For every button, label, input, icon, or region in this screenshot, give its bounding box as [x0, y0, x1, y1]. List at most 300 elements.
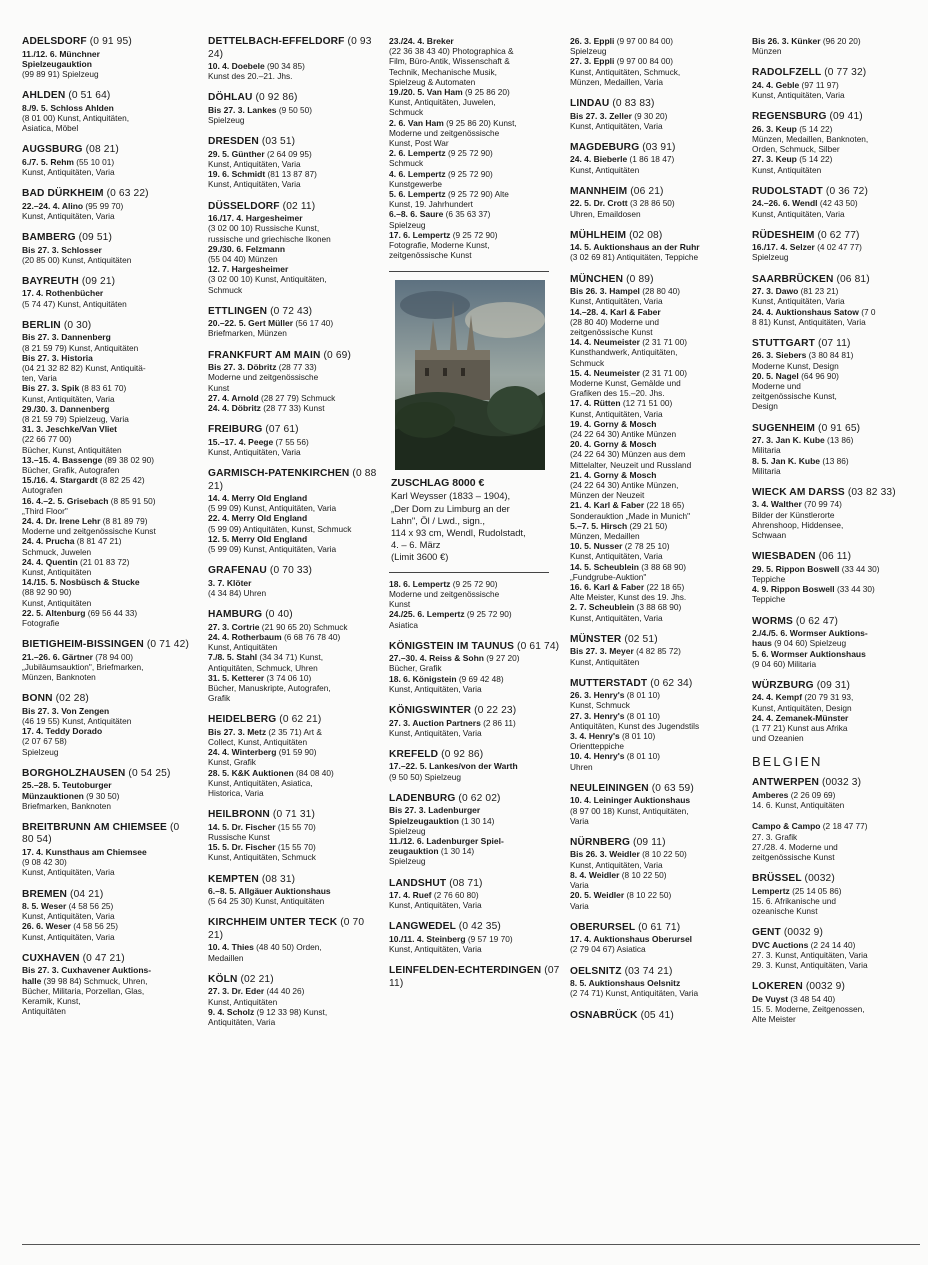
listing-detail: (2 86 11) — [480, 717, 516, 728]
auction-date-house: Lempertz — [752, 885, 790, 896]
city-name: ADELSDORF — [22, 36, 87, 47]
listing-detail: Kunst, Antiquitäten — [22, 597, 92, 608]
city-heading — [752, 777, 922, 790]
area-code: (0 62 77) — [817, 229, 860, 241]
listing-line — [208, 727, 380, 737]
listing-detail: Kunst, Antiquitäten, Varia — [752, 208, 845, 219]
auction-date-house: Bis 27. 3. Von Zengen — [22, 705, 110, 716]
listing-detail: (2 64 09 95) — [264, 148, 312, 159]
area-code: (05 41) — [640, 1009, 674, 1021]
listing-detail: Kunst, Antiquitäten — [22, 567, 92, 578]
listing-line — [570, 470, 746, 480]
listing-line — [570, 209, 746, 219]
listing-detail: 15. 5. Moderne, Zeitgenossen, — [752, 1004, 865, 1015]
listing-line — [389, 826, 564, 836]
listing-detail: (9 57 19 70) — [465, 933, 513, 944]
listing-detail: 14. 6. Kunst, Antiquitäten — [752, 800, 845, 811]
listing-line — [752, 790, 922, 800]
listing-line — [570, 592, 746, 602]
city-heading — [752, 230, 922, 243]
listing-line — [752, 906, 922, 916]
listing-line — [22, 516, 192, 526]
listing-line — [389, 761, 564, 771]
auction-date-house: 24. 4. Winterberg — [208, 747, 277, 758]
listing-detail: Antiquitäten — [22, 1006, 66, 1017]
listing-line — [22, 201, 192, 211]
city-entry — [208, 306, 380, 339]
listing-detail: (4 58 56 25) — [71, 921, 119, 932]
listing-detail: (7 55 56) — [273, 436, 309, 447]
listing-line — [389, 77, 564, 87]
city-entry — [208, 874, 380, 907]
listing-line — [208, 503, 380, 513]
listing-detail: Kunst, Antiquitäten, Varia — [22, 867, 115, 878]
listing-detail: (5 99 09) Antiquitäten, Kunst, Schmuck — [208, 523, 352, 534]
listing-line — [208, 778, 380, 788]
listing-detail: (2 79 04 67) Asiatica — [570, 944, 646, 955]
auction-date-house: 24. 4. Prucha — [22, 536, 75, 547]
auction-date-house: 21.–26. 6. Gärtner — [22, 651, 93, 662]
city-heading — [208, 565, 380, 578]
listing-line — [22, 1006, 192, 1016]
listing-detail: Alte Meister — [752, 1014, 796, 1025]
listing-detail: Schmuck — [389, 107, 424, 118]
listing-detail: (8 01 10) — [624, 710, 660, 721]
listing-detail: (8 01 10) — [624, 690, 660, 701]
auction-date-house: 17. 4. Kunsthaus am Chiemsee — [22, 846, 147, 857]
city-entry — [570, 142, 746, 175]
city-name: MÜHLHEIM — [570, 229, 627, 241]
listing-detail: (04 21 32 82 82) Kunst, Antiquitä- — [22, 362, 146, 373]
city-entry — [208, 424, 380, 457]
city-name: AHLDEN — [22, 90, 66, 102]
listing-line — [570, 429, 746, 439]
listing-detail: und Ozeanien — [752, 733, 804, 744]
listing-line — [22, 857, 192, 867]
auction-date-house: 22. 5. Dr. Crott — [570, 198, 628, 209]
listing-detail: (70 99 74) — [801, 499, 842, 510]
listing-detail: Medaillen — [208, 952, 244, 963]
city-entry — [22, 36, 192, 79]
listing-detail: (5 14 22) — [796, 123, 833, 134]
listing-detail: 29. 3. Kunst, Antiquitäten, Varia — [752, 960, 868, 971]
listing-detail: Moderne und zeitgenössische — [208, 372, 319, 383]
city-entry — [570, 922, 746, 955]
auction-date-house: 14. 5. Scheublein — [570, 561, 639, 572]
city-name: GARMISCH-PATENKIRCHEN — [208, 468, 350, 480]
listing-line — [22, 965, 192, 975]
listing-line — [22, 921, 192, 931]
listing-detail: (28 80 40) Moderne und — [570, 316, 660, 327]
listing-detail: (9 25 72 90) Alte — [445, 189, 509, 200]
city-name: KÖLN — [208, 973, 238, 985]
listing-line — [208, 832, 380, 842]
auction-date-house: 27. 3. Jan K. Kube — [752, 435, 825, 446]
auction-date-house: 3. 4. Henry's — [570, 731, 620, 742]
city-entry — [389, 641, 564, 694]
city-heading — [570, 783, 746, 796]
city-entry — [389, 36, 564, 260]
listing-line — [570, 880, 746, 890]
city-name: MAGDEBURG — [570, 141, 640, 153]
city-heading — [389, 641, 564, 654]
listing-detail: (8 01 00) Kunst, Antiquitäten, — [22, 112, 130, 123]
city-entry — [752, 981, 922, 1024]
listing-detail: (5 74 47) Kunst, Antiquitäten — [22, 298, 127, 309]
area-code: (0 62 47) — [795, 615, 839, 627]
listing-line — [752, 649, 922, 659]
column-2 — [208, 36, 380, 1038]
listing-line — [570, 602, 746, 612]
listing-detail: Militaria — [752, 465, 781, 476]
city-heading — [570, 98, 746, 111]
feature-caption-line: 4. – 6. März — [391, 539, 441, 551]
city-heading — [389, 705, 564, 718]
listing-line — [208, 652, 380, 662]
area-code: (0 89) — [626, 273, 654, 285]
listing-detail: Grafiken des 15.–20. Jhs. — [570, 388, 665, 399]
city-name: MÜNCHEN — [570, 273, 624, 285]
listing-line — [22, 911, 192, 921]
listing-line — [208, 737, 380, 747]
auction-date-house: 29./30. 3. Dannenberg — [22, 403, 110, 414]
listing-detail: (1 86 18 47) — [627, 154, 675, 165]
city-name: STUTTGART — [752, 337, 816, 349]
listing-line — [570, 551, 746, 561]
listing-line — [389, 856, 564, 866]
listing-line — [570, 36, 746, 46]
listing-detail: (5 14 22) — [796, 154, 833, 165]
auction-date-house: 12. 5. Merry Old England — [208, 533, 308, 544]
auction-date-house: Bis 26. 3. Weidler — [570, 849, 640, 860]
listing-detail: Briefmarken, Banknoten — [22, 800, 112, 811]
listing-line — [570, 700, 746, 710]
listing-detail: Schmuck, Juwelen — [22, 546, 92, 557]
city-name: WIESBADEN — [752, 551, 816, 563]
listing-line — [389, 46, 564, 56]
listing-detail: Antiquitäten, Kunst des Jugendstils — [570, 720, 700, 731]
area-code: (0 62 21) — [279, 714, 322, 726]
listing-line — [22, 414, 192, 424]
auction-date-house: 27. 3. Auction Partners — [389, 717, 481, 728]
city-heading — [22, 144, 192, 157]
listing-detail: (28 77 33) — [276, 362, 317, 373]
listing-line — [752, 692, 922, 702]
auction-date-house: 22. 5. Altenburg — [22, 607, 86, 618]
listing-detail: (24 22 64 30) Antike Münzen, — [570, 480, 679, 490]
listing-line — [22, 485, 192, 495]
listing-detail: (9 25 72 90) — [450, 578, 498, 589]
auction-date-house: 27. 3. Dr. Eder — [208, 986, 265, 997]
city-entry — [22, 768, 192, 811]
listing-line — [208, 115, 380, 125]
listing-detail: Schwaan — [752, 530, 787, 541]
city-name: AUGSBURG — [22, 144, 83, 156]
city-name: LANGWEDEL — [389, 921, 456, 933]
city-name: LOKEREN — [752, 981, 803, 993]
listing-line — [22, 424, 192, 434]
feature-caption-line: 114 x 93 cm, Wendl, Rudolstadt, — [391, 527, 526, 539]
listing-detail: (8 10 22 50) — [639, 849, 687, 860]
city-heading — [208, 424, 380, 437]
auction-date-house: 14. 4. Merry Old England — [208, 493, 308, 504]
city-entry — [22, 276, 192, 309]
city-entry — [752, 423, 922, 476]
listing-detail: (2 18 47 77) — [820, 821, 868, 832]
listing-line — [570, 690, 746, 700]
city-name: DETTELBACH-EFFELDORF — [208, 36, 345, 47]
listing-line — [22, 404, 192, 414]
listing-line — [389, 250, 564, 260]
listing-line — [570, 67, 746, 77]
listing-detail: Moderne und zeitgenössische — [389, 127, 500, 138]
area-code: (06 21) — [630, 185, 664, 197]
city-entry — [752, 487, 922, 540]
listing-line — [752, 350, 922, 360]
listing-detail: (22 18 65) — [644, 500, 685, 511]
listing-line — [752, 242, 922, 252]
city-name: BORGHOLZHAUSEN — [22, 767, 126, 779]
listing-line — [22, 245, 192, 255]
listing-line — [570, 46, 746, 56]
listing-line — [570, 368, 746, 378]
city-name: DÜSSELDORF — [208, 200, 280, 212]
city-entry — [570, 634, 746, 667]
painting-image — [395, 280, 545, 470]
city-name: BAD DÜRKHEIM — [22, 188, 104, 200]
city-entry — [752, 186, 922, 219]
listing-detail: Orden, Schmuck, Silber — [752, 144, 840, 155]
city-name: SAARBRÜCKEN — [752, 273, 834, 285]
listing-detail: (25 14 05 86) — [789, 885, 842, 896]
listing-detail: Kunst, Antiquitäten, Varia — [389, 944, 482, 955]
listing-detail: (24 22 64 30) Antike Münzen — [570, 428, 677, 439]
listing-line — [389, 230, 564, 240]
city-entry — [389, 793, 564, 867]
listing-detail: (84 08 40) — [293, 767, 334, 778]
listing-line — [389, 674, 564, 684]
area-code: (0 83 83) — [612, 98, 655, 110]
city-name: DÖHLAU — [208, 92, 253, 104]
auction-date-house: Bis 27. 3. Ladenburger — [389, 805, 481, 816]
listing-line — [208, 179, 380, 189]
area-code: (0 54 25) — [128, 767, 171, 779]
area-code: (0 72 43) — [270, 305, 313, 317]
listing-line — [22, 434, 192, 444]
listing-detail: (3 02 69 81) Antiquitäten, Teppiche — [570, 252, 699, 263]
listing-detail: „Third Floor" — [22, 505, 68, 516]
city-entry — [208, 136, 380, 189]
listing-line — [22, 706, 192, 716]
area-code: (09 51) — [78, 232, 113, 244]
city-heading — [22, 188, 192, 201]
listing-line — [570, 870, 746, 880]
listing-line — [570, 358, 746, 368]
listing-line — [570, 77, 746, 87]
area-code: (02 51) — [624, 633, 658, 645]
listing-line — [570, 572, 746, 582]
listing-line — [570, 541, 746, 551]
listing-line — [570, 388, 746, 398]
listing-line — [22, 932, 192, 942]
listing-line — [752, 733, 922, 743]
listing-line — [752, 154, 922, 164]
listing-detail: Kunst, Antiquitäten, Varia — [570, 296, 663, 307]
listing-line — [22, 598, 192, 608]
city-name: BRÜSSEL — [752, 873, 802, 885]
area-code: (0 62 02) — [458, 792, 501, 804]
listing-detail: (9 25 72 90) — [450, 229, 498, 240]
auction-date-house: 17. 4. Teddy Dorado — [22, 726, 103, 737]
listing-detail: Kunst, Antiquitäten — [570, 164, 640, 175]
listing-detail: Kunst des 20.–21. Jhs. — [208, 71, 293, 82]
listing-line — [389, 67, 564, 77]
area-code: (0 69) — [323, 349, 352, 361]
area-code: (0 93 24) — [208, 36, 372, 60]
city-entry — [752, 67, 922, 100]
listing-line — [208, 393, 380, 403]
city-entry — [752, 111, 922, 175]
city-entry — [570, 36, 746, 87]
listing-detail: Sonderauktion „Made in Munich" — [570, 510, 691, 521]
listing-line — [752, 594, 922, 604]
city-entry — [22, 889, 192, 942]
listing-detail: Schmuck — [389, 158, 424, 169]
city-heading — [22, 36, 192, 49]
listing-line — [570, 751, 746, 761]
city-name: MUTTERSTADT — [570, 677, 648, 689]
auction-date-house: 21. 4. Karl & Faber — [570, 500, 645, 511]
city-entry — [570, 186, 746, 219]
auction-date-house: 5. 6. Wormser Auktionshaus — [752, 648, 866, 659]
area-code: (08 31) — [261, 873, 296, 885]
auction-date-house: 6./7. 5. Rehm — [22, 156, 74, 167]
listing-line — [22, 455, 192, 465]
listing-line — [570, 613, 746, 623]
listing-line — [22, 716, 192, 726]
listing-detail: (48 40 50) Orden, — [253, 942, 322, 953]
listing-detail: (3 80 84 81) — [806, 350, 854, 361]
city-entry — [570, 837, 746, 911]
area-code: (09 11) — [633, 836, 666, 848]
city-name: OBERURSEL — [570, 921, 636, 933]
city-heading — [752, 680, 922, 693]
listing-detail: Bücher, Grafik — [389, 663, 442, 674]
listing-line — [22, 986, 192, 996]
listing-detail: (22 36 38 43 40) Photographica & — [389, 46, 514, 57]
listing-detail: (13 86) — [824, 435, 854, 446]
area-code: (08 71) — [449, 877, 483, 889]
city-name: BONN — [22, 693, 53, 705]
listing-detail: Spielzeug — [389, 856, 426, 867]
listing-line — [752, 994, 922, 1004]
listing-detail: (9 08 42 30) — [22, 857, 67, 868]
listing-detail: (9 25 72 90) — [445, 168, 493, 179]
auction-date-house: 29./30. 6. Felzmann — [208, 243, 286, 254]
area-code: (02 28) — [55, 693, 89, 705]
listing-detail: (39 98 84) Schmuck, Uhren, — [41, 975, 148, 986]
city-entry — [22, 188, 192, 221]
listing-line — [570, 490, 746, 500]
city-name: DRESDEN — [208, 136, 259, 148]
listing-line — [22, 652, 192, 662]
listing-line — [389, 728, 564, 738]
listing-line — [570, 795, 746, 805]
listing-detail: Fotografie — [22, 618, 60, 629]
auction-date-house: 26. 6. Weser — [22, 921, 71, 932]
listing-line — [389, 36, 564, 46]
listing-line — [752, 46, 922, 56]
city-heading — [22, 822, 192, 847]
area-code: (07 61) — [265, 424, 299, 436]
listing-line — [22, 157, 192, 167]
listing-detail: (9 30 20) — [631, 110, 668, 121]
listing-detail: Kunst, 19. Jahrhundert — [389, 199, 473, 210]
city-entry — [570, 678, 746, 772]
listing-line — [22, 299, 192, 309]
auction-date-house: 26. 3. Siebers — [752, 350, 807, 361]
city-heading — [752, 487, 922, 500]
listing-line — [22, 976, 192, 986]
city-heading — [389, 793, 564, 806]
listing-line — [22, 608, 192, 618]
listing-line — [22, 394, 192, 404]
city-entry — [570, 1010, 746, 1023]
area-code: (0 92 86) — [441, 748, 484, 760]
listing-line — [752, 90, 922, 100]
listing-detail: Kunstgewerbe — [389, 178, 443, 189]
listing-line — [389, 579, 564, 589]
listing-line — [389, 179, 564, 189]
listing-line — [208, 632, 380, 642]
auction-date-house: 7./8. 5. Stahl — [208, 652, 258, 663]
city-heading — [208, 714, 380, 727]
city-name: NÜRNBERG — [570, 836, 631, 848]
listing-line — [570, 806, 746, 816]
listing-detail: (7 0 — [858, 306, 876, 317]
listing-detail: (9 25 72 90) — [445, 148, 493, 159]
auction-date-house: 2./4./5. 6. Wormser Auktions- — [752, 628, 868, 639]
listing-line — [570, 154, 746, 164]
listing-line — [22, 343, 192, 353]
area-code: (0 51 64) — [68, 90, 111, 102]
listing-detail: (96 20 20) — [820, 36, 861, 46]
city-name: ETTLINGEN — [208, 305, 268, 317]
city-entry — [752, 36, 922, 56]
city-entry — [22, 320, 192, 628]
auction-date-house: 19. 4. Gorny & Mosch — [570, 418, 657, 429]
listing-line — [208, 513, 380, 523]
listing-line — [208, 544, 380, 554]
listing-detail: Alte Meister, Kunst des 19. Jhs. — [570, 592, 687, 603]
auction-date-house: 11./12. 6. Münchner — [22, 48, 100, 59]
listing-detail: (8 01 10) — [619, 731, 656, 742]
city-entry — [389, 749, 564, 782]
listing-line — [208, 274, 380, 284]
auction-date-house: Amberes — [752, 789, 789, 800]
listing-detail: (8 21 59 79) Kunst, Antiquitäten — [22, 342, 139, 353]
listing-line — [389, 169, 564, 179]
auction-date-house: 24. 4. Auktionshaus Satow — [752, 306, 859, 317]
listing-detail: „Jubiläumsauktion", Briefmarken, — [22, 661, 144, 672]
listing-line — [752, 36, 922, 46]
listing-line — [570, 347, 746, 357]
listing-line — [570, 562, 746, 572]
listing-line — [752, 456, 922, 466]
listing-detail: (3 74 06 10) — [264, 672, 312, 683]
city-entry — [752, 873, 922, 916]
area-code: (0 80 54) — [22, 821, 180, 846]
